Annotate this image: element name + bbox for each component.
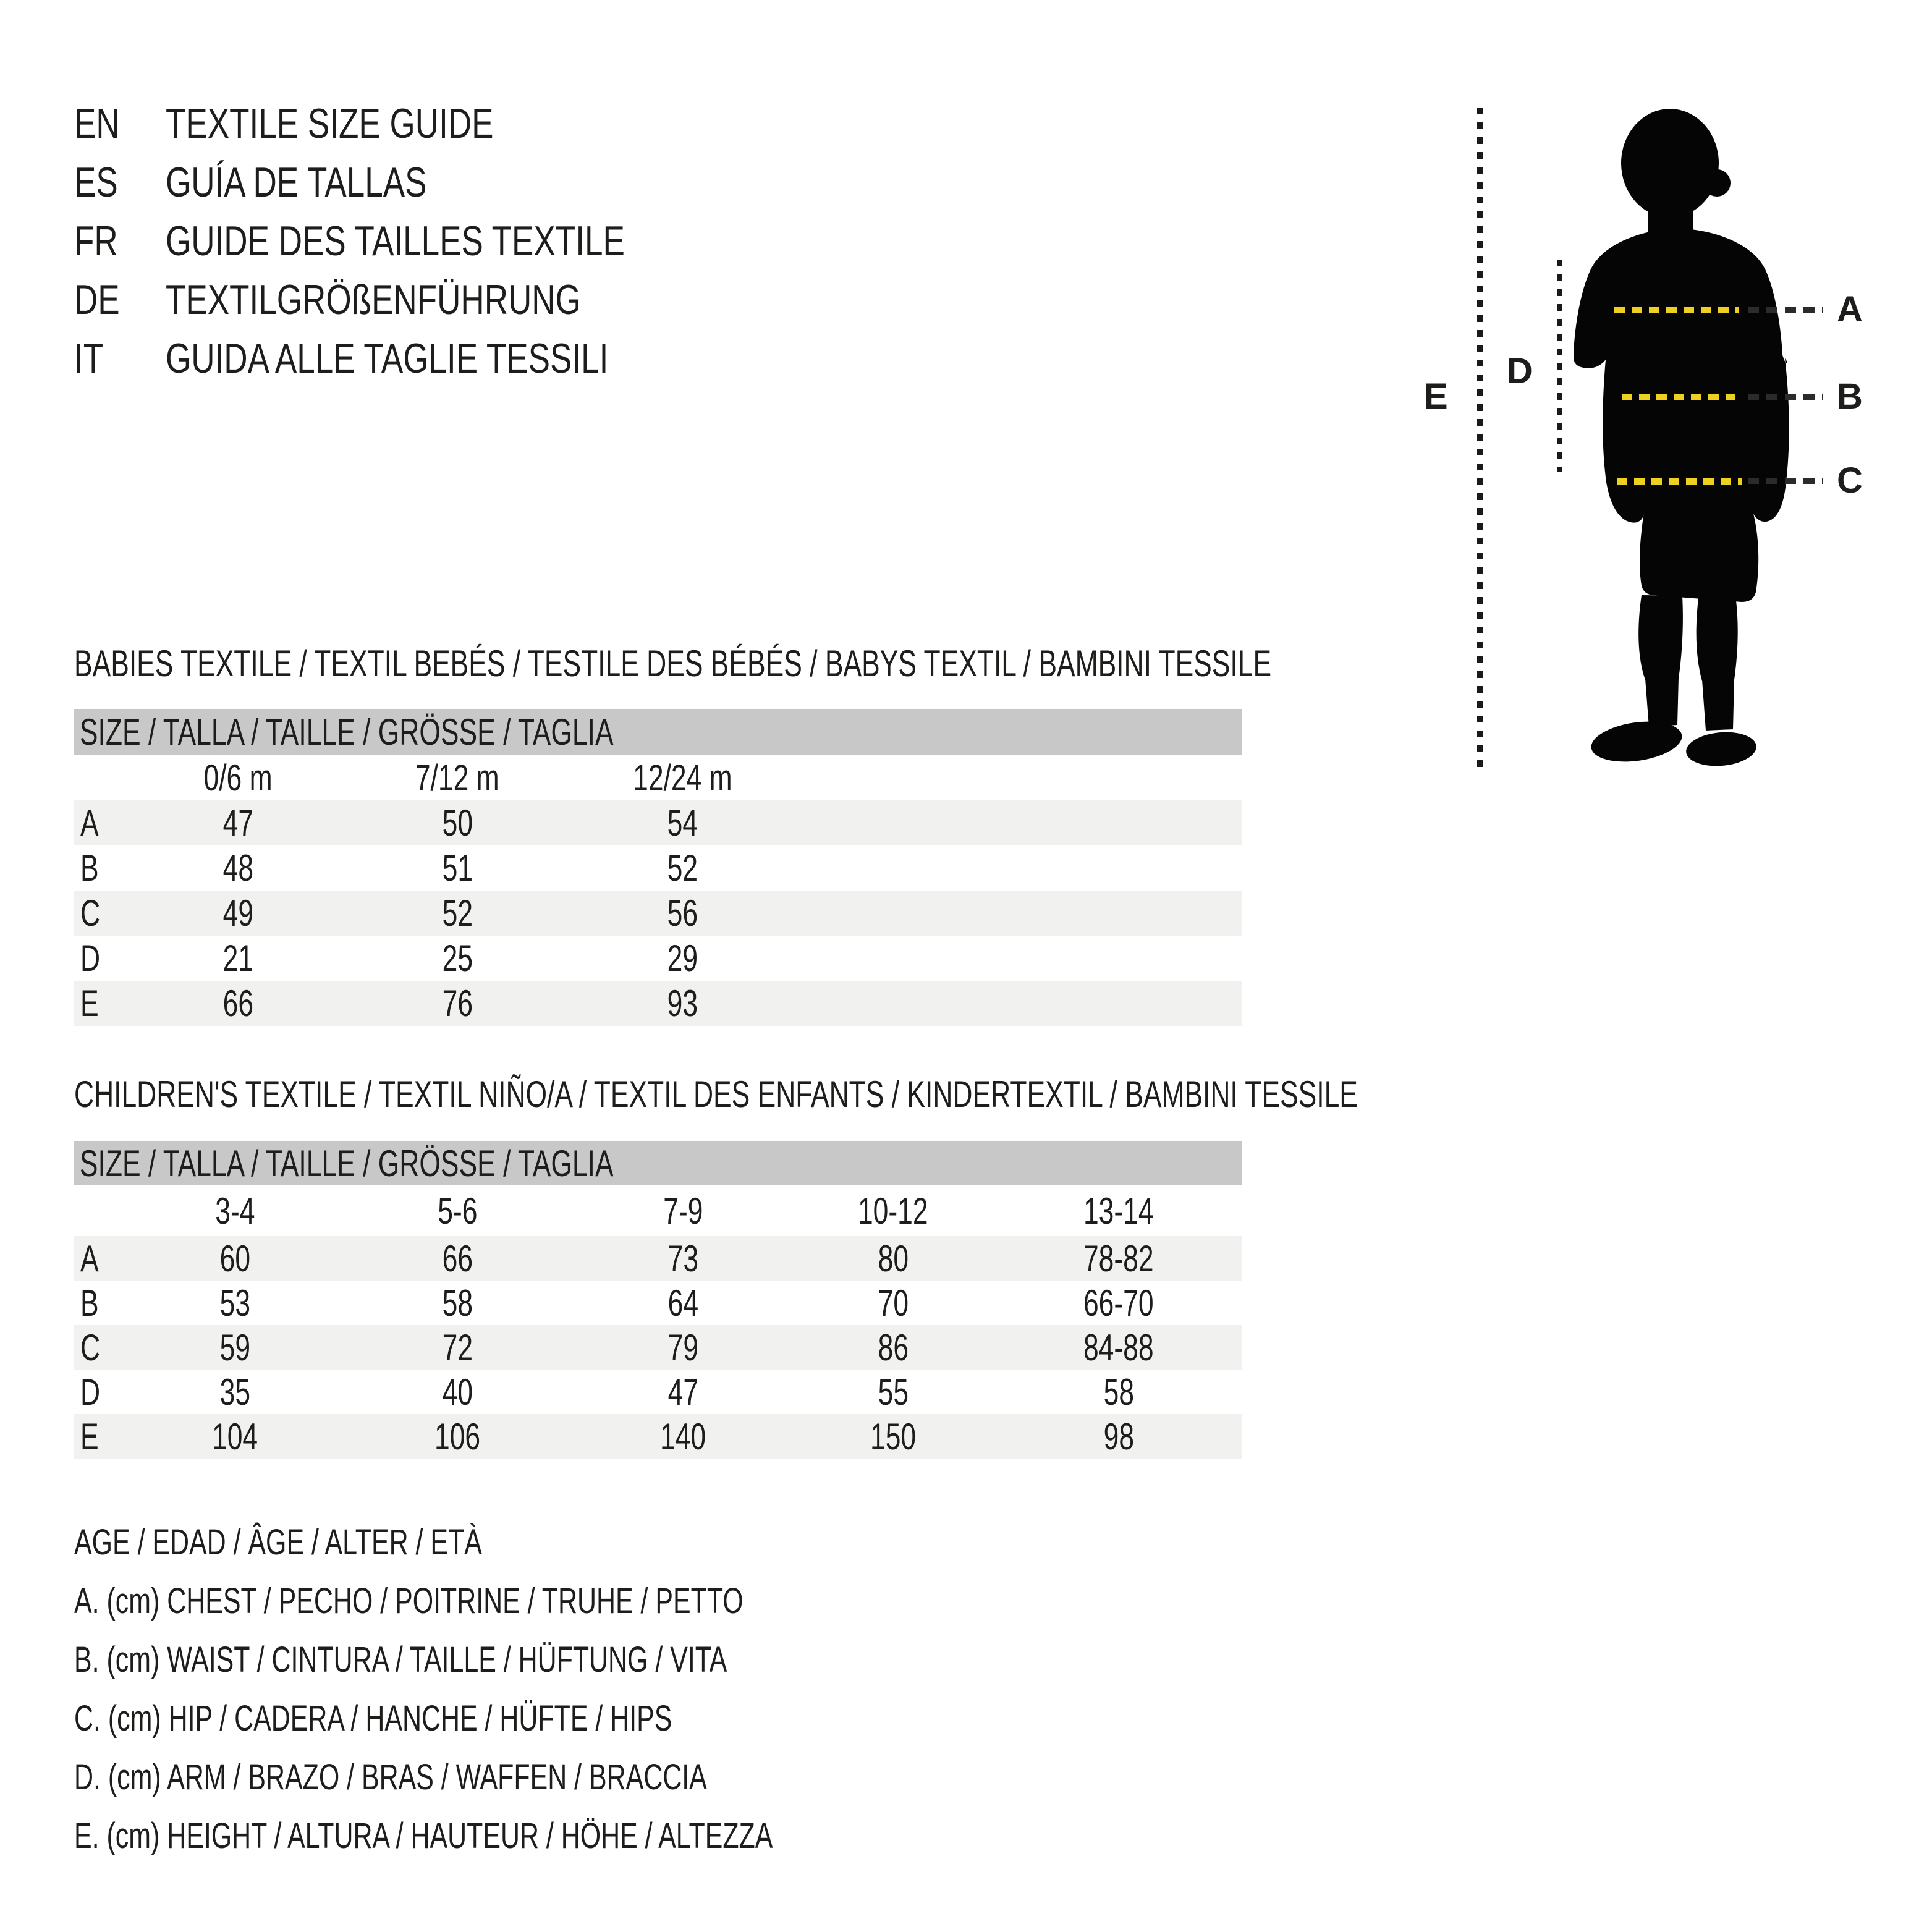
legend-line-text: E. (cm) HEIGHT / ALTURA / HAUTEUR / HÖHE / ALTEZZA xyxy=(74,1815,773,1856)
column-header-text: 13-14 xyxy=(1083,1190,1154,1232)
children-size-header-bar xyxy=(74,1141,1242,1185)
legend-line-text: A. (cm) CHEST / PECHO / POITRINE / TRUHE / PETTO xyxy=(74,1580,744,1621)
table-row xyxy=(74,1370,1242,1414)
cell-value xyxy=(1051,1236,1187,1281)
row-label xyxy=(80,936,107,981)
language-title xyxy=(166,100,586,148)
column-header-text: 5-6 xyxy=(437,1190,478,1232)
language-code xyxy=(74,100,166,148)
cell-value xyxy=(825,1325,961,1370)
cell-value xyxy=(615,1414,751,1459)
cell-value-text: 84-88 xyxy=(1083,1326,1154,1368)
silhouette-ear xyxy=(1703,169,1731,197)
table-row xyxy=(74,981,1242,1026)
babies-table-rows xyxy=(74,800,1242,1026)
cell-value xyxy=(1051,1281,1187,1325)
legend-line xyxy=(74,1572,978,1630)
cell-value xyxy=(615,1236,751,1281)
cell-value-text: 106 xyxy=(434,1415,481,1457)
cell-value-text: 35 xyxy=(219,1371,250,1413)
cell-value xyxy=(170,800,306,845)
cell-value-text: 59 xyxy=(219,1326,250,1368)
cell-value xyxy=(614,845,750,891)
cell-value-text: 150 xyxy=(870,1415,917,1457)
language-code-text: ES xyxy=(74,158,118,206)
cell-value xyxy=(389,1236,525,1281)
cell-value-text: 52 xyxy=(442,892,473,934)
measure-label-e: E xyxy=(1424,376,1448,417)
cell-value xyxy=(615,1325,751,1370)
language-code xyxy=(74,334,166,383)
cell-value xyxy=(389,981,525,1026)
legend-line-text: C. (cm) HIP / CADERA / HANCHE / HÜFTE / HIPS xyxy=(74,1698,672,1739)
cell-value-text: 52 xyxy=(667,847,698,889)
cell-value xyxy=(389,1325,525,1370)
cell-value xyxy=(1051,1414,1187,1459)
language-title-text: GUIDE DES TAILLES TEXTILE xyxy=(166,217,625,265)
language-title-text: GUIDA ALLE TAGLIE TESSILI xyxy=(166,334,609,382)
babies-size-header-bar xyxy=(74,709,1242,755)
table-row xyxy=(74,1281,1242,1325)
cell-value-text: 48 xyxy=(222,847,253,889)
cell-value xyxy=(389,1281,525,1325)
language-title-text: TEXTILE SIZE GUIDE xyxy=(166,100,494,147)
cell-value xyxy=(614,800,750,845)
language-title xyxy=(166,217,754,265)
cell-value-text: 70 xyxy=(878,1282,909,1324)
cell-value-text: 51 xyxy=(442,847,473,889)
cell-value xyxy=(167,1414,303,1459)
cell-value-text: 86 xyxy=(878,1326,909,1368)
measure-label-c: C xyxy=(1837,460,1863,501)
cell-value xyxy=(167,1370,303,1414)
cell-value-text: 53 xyxy=(219,1282,250,1324)
language-title-text: GUÍA DE TALLAS xyxy=(166,158,427,206)
column-header-text: 7-9 xyxy=(663,1190,703,1232)
legend-line xyxy=(74,1807,1019,1865)
waist-b-dash-dark xyxy=(1748,394,1823,400)
cell-value-text: 140 xyxy=(659,1415,706,1457)
cell-value-text: 56 xyxy=(667,892,698,934)
column-header-text: 12/24 m xyxy=(632,757,732,799)
row-label-text: E xyxy=(80,1415,99,1457)
cell-value xyxy=(614,981,750,1026)
cell-value xyxy=(170,936,306,981)
cell-value-text: 76 xyxy=(442,983,473,1024)
children-column-headers xyxy=(74,1185,1242,1236)
cell-value-text: 80 xyxy=(878,1237,909,1279)
language-title-text: TEXTILGRÖßENFÜHRUNG xyxy=(166,276,581,323)
cell-value xyxy=(1051,1370,1187,1414)
cell-value xyxy=(170,981,306,1026)
row-label-text: C xyxy=(80,1326,101,1368)
language-title xyxy=(166,276,698,324)
column-header xyxy=(170,755,306,800)
language-row xyxy=(74,211,1063,270)
legend-line xyxy=(74,1689,882,1747)
cell-value-text: 72 xyxy=(442,1326,473,1368)
legend-line-text: D. (cm) ARM / BRAZO / BRAS / WAFFEN / BRACCIA xyxy=(74,1756,707,1797)
legend-line xyxy=(74,1630,957,1688)
cell-value xyxy=(825,1236,961,1281)
column-header xyxy=(389,1185,525,1236)
row-label-text: B xyxy=(80,847,99,889)
cell-value-text: 58 xyxy=(1103,1371,1134,1413)
table-row xyxy=(74,1414,1242,1459)
row-label-text: A xyxy=(80,802,99,844)
row-label xyxy=(80,1325,107,1370)
row-label xyxy=(80,1281,105,1325)
row-label xyxy=(80,1414,105,1459)
row-label-text: D xyxy=(80,1371,101,1413)
cell-value xyxy=(170,845,306,891)
legend-line-text: AGE / EDAD / ÂGE / ALTER / ETÀ xyxy=(74,1522,482,1562)
silhouette-right-ankle xyxy=(1702,679,1734,731)
language-row xyxy=(74,153,1063,211)
silhouette-right-shoe xyxy=(1685,729,1758,769)
silhouette-torso xyxy=(1574,229,1789,602)
cell-value-text: 47 xyxy=(222,802,253,844)
language-code xyxy=(74,217,166,265)
language-title xyxy=(166,334,733,383)
cell-value-text: 66 xyxy=(442,1237,473,1279)
cell-value xyxy=(389,1370,525,1414)
cell-value-text: 54 xyxy=(667,802,698,844)
cell-value xyxy=(614,891,750,936)
cell-value-text: 60 xyxy=(219,1237,250,1279)
legend-line xyxy=(74,1513,625,1571)
waist-b-dash-yellow xyxy=(1622,394,1735,400)
hip-c-dash-yellow xyxy=(1617,478,1742,485)
cell-value-text: 50 xyxy=(442,802,473,844)
silhouette-right-leg xyxy=(1697,598,1738,681)
table-row xyxy=(74,800,1242,845)
column-header xyxy=(825,1185,961,1236)
table-row xyxy=(74,845,1242,891)
column-header xyxy=(614,755,750,800)
row-label xyxy=(80,800,105,845)
children-section-title-text: CHILDREN'S TEXTILE / TEXTIL NIÑO/A / TEXTIL DES ENFANTS / KINDERTEXTIL / BAMBINI TESSILE xyxy=(74,1073,1358,1115)
row-label xyxy=(80,981,105,1026)
cell-value xyxy=(615,1281,751,1325)
cell-value-text: 21 xyxy=(222,938,253,979)
row-label-text: E xyxy=(80,983,99,1024)
cell-value xyxy=(1051,1325,1187,1370)
language-row xyxy=(74,329,1063,388)
language-code-text: EN xyxy=(74,100,120,147)
language-code-text: FR xyxy=(74,217,118,265)
legend-line xyxy=(74,1748,930,1806)
language-title xyxy=(166,158,501,206)
column-header xyxy=(167,1185,303,1236)
cell-value xyxy=(615,1370,751,1414)
row-label xyxy=(80,845,105,891)
table-row xyxy=(74,936,1242,981)
cell-value-text: 40 xyxy=(442,1371,473,1413)
row-label-text: D xyxy=(80,938,101,979)
babies-section-title xyxy=(74,635,1692,691)
cell-value xyxy=(389,891,525,936)
legend-line-text: B. (cm) WAIST / CINTURA / TAILLE / HÜFTUNG / VITA xyxy=(74,1639,727,1680)
table-row xyxy=(74,891,1242,936)
row-label xyxy=(80,1370,107,1414)
chest-a-dash-dark xyxy=(1748,307,1823,313)
cell-value xyxy=(825,1281,961,1325)
cell-value-text: 79 xyxy=(667,1326,698,1368)
cell-value xyxy=(614,936,750,981)
cell-value xyxy=(389,845,525,891)
table-row xyxy=(74,1325,1242,1370)
babies-section-title-text: BABIES TEXTILE / TEXTIL BEBÉS / TESTILE DES BÉBÉS / BABYS TEXTIL / BAMBINI TESSILE xyxy=(74,642,1272,684)
table-row xyxy=(74,1236,1242,1281)
cell-value-text: 29 xyxy=(667,938,698,979)
cell-value-text: 49 xyxy=(222,892,253,934)
babies-size-header-text: SIZE / TALLA / TAILLE / GRÖSSE / TAGLIA xyxy=(79,711,614,753)
language-code-text: IT xyxy=(74,334,104,382)
cell-value-text: 78-82 xyxy=(1083,1237,1154,1279)
cell-value-text: 58 xyxy=(442,1282,473,1324)
column-header-text: 7/12 m xyxy=(415,757,499,799)
cell-value-text: 98 xyxy=(1103,1415,1134,1457)
cell-value-text: 47 xyxy=(667,1371,698,1413)
row-label-text: A xyxy=(80,1237,99,1279)
cell-value-text: 66-70 xyxy=(1083,1282,1154,1324)
cell-value xyxy=(167,1281,303,1325)
row-label xyxy=(80,1236,105,1281)
cell-value-text: 73 xyxy=(667,1237,698,1279)
cell-value xyxy=(825,1414,961,1459)
row-label xyxy=(80,891,107,936)
measure-label-a: A xyxy=(1837,289,1863,329)
row-label-text: B xyxy=(80,1282,99,1324)
column-header-text: 3-4 xyxy=(214,1190,255,1232)
language-code-text: DE xyxy=(74,276,120,323)
cell-value xyxy=(167,1325,303,1370)
row-label-text: C xyxy=(80,892,101,934)
chest-a-dash-yellow xyxy=(1614,307,1739,313)
cell-value-text: 25 xyxy=(442,938,473,979)
column-header xyxy=(1051,1185,1187,1236)
language-row xyxy=(74,270,1063,329)
cell-value-text: 104 xyxy=(211,1415,258,1457)
column-header xyxy=(615,1185,751,1236)
cell-value-text: 93 xyxy=(667,983,698,1024)
language-code xyxy=(74,158,166,206)
cell-value xyxy=(389,800,525,845)
cell-value xyxy=(825,1370,961,1414)
hip-c-dash-dark xyxy=(1748,478,1823,484)
language-code xyxy=(74,276,166,324)
cell-value-text: 66 xyxy=(222,983,253,1024)
babies-column-headers xyxy=(74,755,1242,800)
cell-value xyxy=(167,1236,303,1281)
column-header xyxy=(389,755,525,800)
measure-label-b: B xyxy=(1837,376,1863,417)
cell-value xyxy=(389,936,525,981)
column-header-text: 10-12 xyxy=(858,1190,928,1232)
children-section-title xyxy=(74,1066,1809,1122)
cell-value xyxy=(389,1414,525,1459)
language-row xyxy=(74,94,1063,153)
cell-value-text: 55 xyxy=(878,1371,909,1413)
measure-label-d: D xyxy=(1507,351,1533,391)
children-table-rows xyxy=(74,1236,1242,1459)
column-header-text: 0/6 m xyxy=(203,757,273,799)
cell-value xyxy=(170,891,306,936)
children-size-header-text: SIZE / TALLA / TAILLE / GRÖSSE / TAGLIA xyxy=(79,1142,614,1184)
cell-value-text: 64 xyxy=(667,1282,698,1324)
